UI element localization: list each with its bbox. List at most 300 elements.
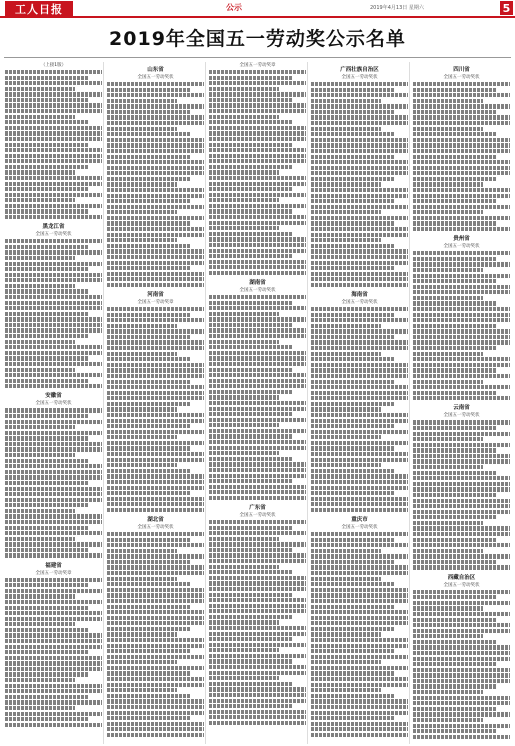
list-item: [5, 126, 102, 130]
list-item: [209, 710, 306, 714]
list-item: [107, 441, 204, 445]
list-item: [209, 446, 306, 450]
list-item: [5, 345, 102, 349]
list-item: [413, 210, 483, 214]
list-item: [107, 599, 204, 603]
list-item: [209, 412, 292, 416]
list-item: [5, 328, 102, 332]
list-item: [311, 340, 408, 344]
list-item: [107, 474, 204, 478]
list-item: [209, 215, 306, 219]
list-item: [107, 266, 190, 270]
list-item: [5, 262, 102, 266]
list-item: [209, 182, 306, 186]
list-item: [209, 576, 306, 580]
list-item: [5, 323, 102, 327]
list-item: [107, 210, 177, 214]
province-heading: 湖北省: [147, 517, 164, 523]
list-item: [413, 177, 496, 181]
list-item: [311, 419, 408, 423]
list-item: [209, 384, 306, 388]
list-item: [209, 526, 292, 530]
list-item: [311, 538, 394, 542]
list-item: [107, 480, 204, 484]
list-item: [413, 115, 510, 119]
list-item: [107, 571, 204, 575]
list-item: [5, 672, 88, 676]
list-item: [209, 520, 306, 524]
list-item: [5, 143, 88, 147]
list-item: [5, 131, 102, 135]
list-item: [311, 138, 408, 142]
list-item: [311, 733, 408, 737]
list-item: [107, 705, 204, 709]
list-item: [413, 465, 483, 469]
list-item: [107, 649, 190, 653]
list-item: [209, 553, 306, 557]
list-item: [311, 396, 408, 400]
list-item: [311, 255, 408, 259]
list-item: [413, 454, 510, 458]
list-item: [311, 441, 408, 445]
list-item: [107, 716, 190, 720]
list-item: [413, 155, 496, 159]
list-item: [209, 699, 306, 703]
list-item: [311, 402, 394, 406]
list-item: [5, 689, 102, 693]
list-item: [5, 245, 88, 249]
list-item: [5, 362, 102, 366]
list-item: [107, 699, 204, 703]
title-rule: [4, 57, 511, 58]
list-item: [209, 254, 292, 258]
list-item: [311, 655, 408, 659]
list-item: [107, 340, 204, 344]
list-item: [107, 238, 177, 242]
award-category: 全国五一劳动奖状: [341, 525, 378, 530]
list-item: [413, 396, 510, 400]
list-item: [311, 407, 381, 411]
list-item: [107, 694, 190, 698]
list-item: [107, 683, 204, 687]
list-item: [311, 82, 408, 86]
list-item: [209, 570, 292, 574]
list-item: [413, 504, 510, 508]
list-item: [5, 165, 88, 169]
list-item: [311, 599, 408, 603]
list-item: [413, 554, 510, 558]
list-item: [311, 93, 408, 97]
list-item: [311, 722, 408, 726]
list-item: [5, 204, 102, 208]
list-item: [209, 301, 292, 305]
list-item: [107, 88, 190, 92]
award-category: 全国五一劳动奖状: [443, 413, 480, 419]
list-item: [5, 447, 102, 451]
list-item: [107, 660, 177, 664]
list-item: [5, 295, 102, 299]
list-item: [413, 724, 510, 728]
list-item: [107, 452, 204, 456]
list-item: [311, 216, 408, 220]
list-item: [311, 549, 381, 553]
list-item: [413, 279, 496, 283]
province-heading: 湖南省: [249, 280, 266, 286]
list-item: [413, 549, 483, 553]
list-item: [5, 379, 88, 383]
section-label: 公示: [226, 3, 242, 12]
list-item: [209, 362, 306, 366]
list-item: [311, 324, 381, 328]
list-item: [5, 622, 75, 626]
list-item: [413, 82, 510, 86]
list-item: [209, 474, 306, 478]
list-item: [311, 699, 408, 703]
list-item: [413, 634, 483, 638]
list-item: [5, 115, 75, 119]
list-item: [107, 244, 190, 248]
list-item: [209, 115, 279, 119]
province-heading: 海南省: [351, 292, 368, 298]
list-item: [107, 352, 177, 356]
list-item: [209, 440, 306, 444]
list-item: [5, 159, 102, 163]
list-item: [209, 423, 279, 427]
list-item: [413, 487, 510, 491]
list-item: [311, 283, 408, 287]
list-item: [5, 103, 102, 107]
list-item: [413, 257, 496, 261]
list-item: [209, 317, 306, 321]
award-category: 全国五一劳动奖状: [443, 244, 480, 250]
list-item: [107, 508, 204, 512]
list-item: [413, 657, 510, 661]
list-item: [413, 194, 510, 198]
list-item: [209, 165, 292, 169]
list-item: [413, 262, 510, 266]
list-item: [311, 727, 408, 731]
list-item: [107, 385, 204, 389]
dateline: 2019年4月13日 星期六: [370, 5, 424, 11]
list-item: [5, 306, 102, 310]
list-item: [209, 159, 306, 163]
list-item: [413, 443, 510, 447]
list-item: [209, 654, 306, 658]
list-item: [5, 628, 88, 632]
list-item: [413, 285, 510, 289]
list-item: [413, 595, 496, 599]
list-item: [107, 554, 204, 558]
list-item: [209, 434, 292, 438]
list-item: [311, 363, 408, 367]
list-item: [5, 678, 75, 682]
list-item: [209, 659, 292, 663]
list-item: [413, 623, 510, 627]
list-item: [5, 368, 75, 372]
list-item: [311, 199, 394, 203]
list-item: [209, 345, 292, 349]
list-item: [311, 554, 408, 558]
list-item: [209, 693, 306, 697]
list-item: [5, 154, 102, 158]
list-item: [311, 374, 408, 378]
list-item: [413, 459, 510, 463]
list-item: [209, 451, 279, 455]
list-item: [413, 690, 483, 694]
list-item: [107, 110, 190, 114]
list-item: [209, 368, 292, 372]
award-category: 全国五一劳动奖状: [341, 300, 378, 305]
list-item: [5, 470, 102, 474]
list-item: [311, 244, 394, 248]
list-item: [311, 329, 408, 333]
list-item: [311, 346, 408, 350]
list-item: [5, 695, 88, 699]
list-item: [209, 468, 306, 472]
list-item: [5, 553, 102, 557]
list-item: [413, 521, 483, 525]
list-item: [209, 593, 292, 597]
list-item: [5, 414, 88, 418]
list-item: [107, 318, 204, 322]
list-item: [5, 723, 102, 727]
list-item: [107, 160, 204, 164]
list-item: [5, 278, 102, 282]
list-item: [413, 324, 496, 328]
list-item: [107, 486, 204, 490]
list-item: [107, 115, 204, 119]
list-item: [311, 497, 408, 501]
list-item: [209, 620, 279, 624]
list-item: [413, 301, 496, 305]
list-item: [311, 610, 408, 614]
province-heading: 河南省: [147, 292, 164, 298]
list-item: [311, 627, 394, 631]
award-category: 全国五一劳动奖状: [239, 513, 276, 518]
list-item: [107, 413, 204, 417]
list-item: [107, 605, 190, 609]
list-item: [413, 729, 496, 733]
list-item: [413, 188, 510, 192]
list-item: [311, 272, 408, 276]
list-item: [5, 312, 88, 316]
list-item: [311, 188, 408, 192]
list-item: [107, 402, 190, 406]
list-item: [5, 578, 102, 582]
list-item: [311, 143, 408, 147]
list-item: [413, 182, 483, 186]
list-item: [209, 92, 306, 96]
list-item: [107, 497, 204, 501]
list-item: [311, 463, 381, 467]
list-item: [311, 238, 381, 242]
list-item: [413, 205, 510, 209]
list-item: [209, 249, 306, 253]
list-item: [5, 453, 75, 457]
list-item: [311, 688, 381, 692]
list-item: [107, 655, 204, 659]
province-heading: 广东省: [249, 505, 266, 511]
list-item: [311, 560, 394, 564]
list-item: [209, 457, 292, 461]
list-item: [107, 307, 204, 311]
newspaper-logo: 工人日报: [5, 1, 73, 16]
list-item: [5, 645, 102, 649]
list-item: [413, 149, 510, 153]
list-item: [209, 143, 292, 147]
list-item: [209, 237, 306, 241]
list-item: [107, 666, 204, 670]
list-item: [209, 126, 306, 130]
list-item: [107, 593, 204, 597]
list-item: [413, 679, 510, 683]
list-item: [209, 721, 306, 725]
list-item: [209, 131, 306, 135]
list-item: [311, 233, 408, 237]
list-item: [209, 334, 306, 338]
list-item: [209, 103, 306, 107]
list-item: [413, 385, 510, 389]
list-item: [209, 542, 306, 546]
list-item: [107, 424, 190, 428]
list-item: [5, 492, 102, 496]
list-item: [107, 99, 177, 103]
list-item: [5, 537, 75, 541]
list-item: [5, 717, 88, 721]
list-item: [107, 560, 190, 564]
list-item: [311, 210, 381, 214]
page-number: 5: [500, 1, 513, 15]
list-item: [413, 718, 483, 722]
list-item: [413, 493, 496, 497]
list-item: [5, 700, 102, 704]
list-item: [107, 368, 204, 372]
list-item: [209, 76, 292, 80]
list-item: [413, 368, 496, 372]
list-item: [413, 668, 510, 672]
list-item: [209, 243, 306, 247]
list-item: [107, 543, 204, 547]
list-item: [5, 498, 102, 502]
list-item: [107, 419, 204, 423]
list-item: [209, 479, 292, 483]
list-item: [413, 532, 510, 536]
list-item: [107, 610, 204, 614]
award-category: 全国五一劳动奖章: [239, 63, 276, 68]
list-item: [413, 380, 483, 384]
award-category: 全国五一劳动奖状: [35, 232, 72, 238]
list-item: [209, 170, 279, 174]
list-item: [413, 88, 496, 92]
list-item: [107, 249, 204, 253]
list-item: [209, 626, 306, 630]
list-item: [413, 618, 496, 622]
list-item: [209, 148, 306, 152]
list-item: [209, 351, 306, 355]
list-item: [107, 138, 204, 142]
list-item: [209, 490, 306, 494]
list-item: [413, 110, 496, 114]
list-item: [107, 733, 204, 737]
list-item: [107, 216, 204, 220]
list-item: [311, 671, 394, 675]
list-item: [413, 352, 483, 356]
list-item: [209, 407, 306, 411]
list-item: [311, 435, 381, 439]
page-title: 2019年全国五一劳动奖公示名单: [109, 28, 406, 50]
list-item: [5, 137, 102, 141]
list-item: [413, 712, 510, 716]
list-item: [5, 87, 75, 91]
list-item: [107, 194, 204, 198]
list-item: [5, 284, 75, 288]
list-item: [209, 323, 292, 327]
list-item: [311, 705, 408, 709]
list-item: [311, 486, 408, 490]
list-item: [5, 373, 102, 377]
list-item: [413, 645, 510, 649]
list-item: [5, 301, 102, 305]
list-item: [5, 81, 102, 85]
text-column: [310, 62, 410, 744]
list-item: [5, 267, 88, 271]
list-item: [413, 448, 496, 452]
list-item: [5, 520, 102, 524]
province-heading: 广西壮族自治区: [340, 67, 379, 73]
list-item: [413, 612, 510, 616]
list-item: [209, 671, 306, 675]
list-item: [209, 340, 279, 344]
list-item: [107, 261, 204, 265]
list-item: [311, 502, 408, 506]
list-item: [209, 587, 306, 591]
list-item: [311, 391, 408, 395]
text-column: [106, 62, 206, 744]
list-item: [5, 317, 102, 321]
list-item: [5, 256, 75, 260]
list-item: [311, 571, 408, 575]
list-item: [5, 193, 102, 197]
list-item: [311, 99, 381, 103]
list-item: [107, 671, 190, 675]
list-item: [5, 594, 75, 598]
list-item: [311, 491, 394, 495]
list-item: [311, 227, 408, 231]
list-item: [311, 616, 408, 620]
list-item: [311, 446, 394, 450]
list-item: [209, 221, 306, 225]
list-item: [311, 588, 408, 592]
list-item: [5, 408, 102, 412]
list-item: [209, 682, 292, 686]
list-item: [413, 357, 510, 361]
list-item: [107, 677, 204, 681]
list-item: [311, 88, 394, 92]
list-item: [413, 526, 510, 530]
list-item: [413, 606, 483, 610]
list-item: [107, 329, 204, 333]
list-item: [5, 170, 75, 174]
list-item: [311, 335, 394, 339]
province-heading: 四川省: [453, 67, 470, 73]
list-item: [5, 76, 88, 80]
list-item: [5, 589, 102, 593]
list-item: [107, 538, 190, 542]
list-item: [413, 391, 496, 395]
list-item: [209, 648, 279, 652]
list-item: [209, 193, 306, 197]
list-item: [311, 194, 408, 198]
